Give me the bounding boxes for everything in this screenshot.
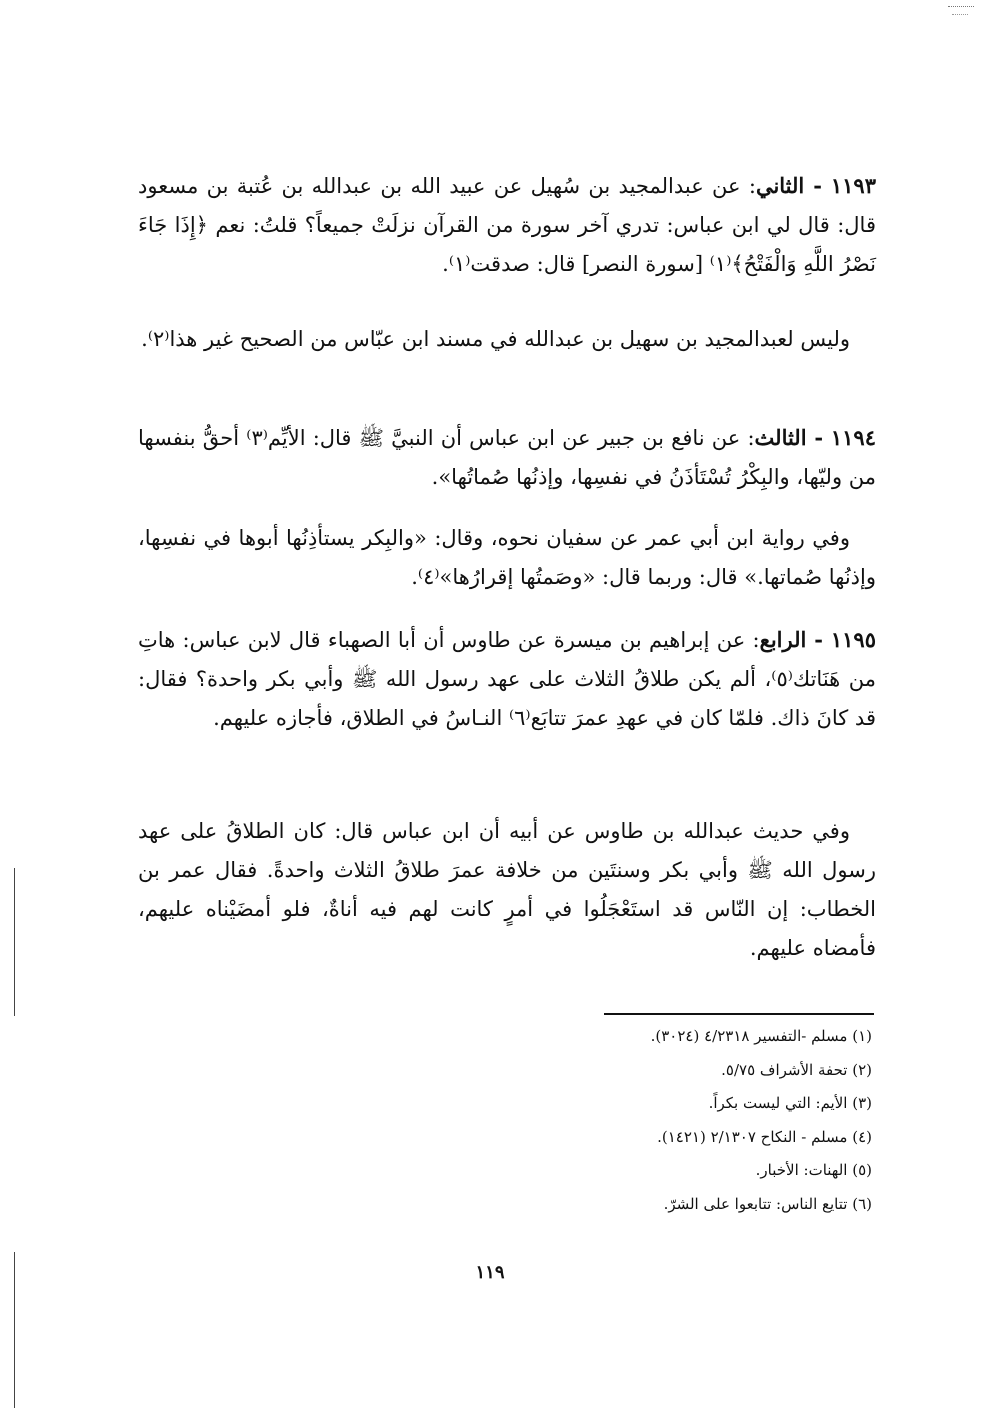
hadith-number: ١١٩٥ - <box>806 627 876 652</box>
hadith-1194 <box>138 418 876 497</box>
footnote: (٣) الأيم: التي ليست بكراً. <box>708 1094 872 1112</box>
note-1194: وفي رواية ابن أبي عمر عن سفيان نحوه، وقال: «والبِكر يستأذِنُها أبوها في نفسِها، وإذنُها صُماتها.» قال: وربما قال: «وصَمتُها إقرارُها»⁽٤⁾. <box>138 526 876 589</box>
page-number: ١١٩ <box>475 1262 505 1283</box>
hadith-label: الثاني <box>755 173 805 198</box>
footnote: (٤) مسلم - النكاح ٢/١٣٠٧ (١٤٢١). <box>657 1127 872 1146</box>
scan-edge-line <box>14 1252 15 1408</box>
note-1193: وليس لعبدالمجيد بن سهيل بن عبدالله في مسند ابن عبّاس من الصحيح غير هذا⁽٢⁾. <box>141 327 850 351</box>
hadith-label: الثالث <box>754 425 807 450</box>
scan-corner-mark <box>948 6 974 19</box>
footnotes <box>452 1020 872 1221</box>
scan-edge-line <box>14 868 15 1016</box>
footnote-separator <box>604 1013 874 1015</box>
hadith-text: : عن عبدالمجيد بن سُهيل عن عبيد الله بن عبدالله بن عُتبة بن مسعود قال: قال لي ابن عباس: تدري آخر سورة من القرآن نزلَتْ جميعاً؟ قلتُ: نعم ﴿إِذَا جَاءَ نَصْرُ اللَّهِ وَالْفَتْحُ﴾⁽١⁾ [سورة النصر] قال: صدقت⁽١⁾. <box>138 174 876 276</box>
note-1195: وفي حديث عبدالله بن طاوس عن أبيه أن ابن عباس قال: كان الطلاقُ على عهد رسول الله ﷺ وأبي بكر وسنتَين من خلافة عمرَ طلاقُ الثلاث واحدةً. فقال عمر بن الخطاب: إن النّاس قد استَعْجَلُوا في أمرٍ كانت لهم فيه أناةٌ، فلو أمضَيْناه عليهم، فأمضاه عليهم. <box>138 819 876 960</box>
scan-corner-mark-2 <box>952 14 968 15</box>
hadith-number: ١١٩٤ - <box>806 425 876 450</box>
hadith-label: الرابع <box>759 627 807 652</box>
footnote: (١) مسلم -التفسير ٤/٢٣١٨ (٣٠٢٤). <box>650 1027 872 1045</box>
footnote: (٥) الهنات: الأخبار. <box>755 1161 872 1179</box>
hadith-number: ١١٩٣ - <box>804 173 876 198</box>
hadith-1193 <box>138 166 876 284</box>
hadith-text: : عن نافع بن جبير عن ابن عباس أن النبيَّ ﷺ قال: الأيِّم⁽٣⁾ أحقُّ بنفسها من وليّها، والبِكْرُ تُسْتَأذَنُ في نفسِها، وإذنُها صُماتُها». <box>138 426 876 489</box>
footnote: (٢) تحفة الأشراف ٥/٧٥. <box>721 1060 872 1079</box>
hadith-text: : عن إبراهيم بن ميسرة عن طاوس أن أبا الصهباء قال لابن عباس: هاتِ من هَنَاتك⁽٥⁾، ألم يكن طلاقُ الثلاث على عهد رسول الله ﷺ وأبي بكر واحدة؟ فقال: قد كانَ ذاك. فلمّا كان في عهدِ عمرَ تتابَع⁽٦⁾ النـاسُ في الطلاق، فأجازه عليهم. <box>138 628 876 730</box>
hadith-1195 <box>138 620 876 738</box>
footnote: (٦) تتايع الناس: تتابعوا على الشرّ. <box>663 1194 872 1213</box>
